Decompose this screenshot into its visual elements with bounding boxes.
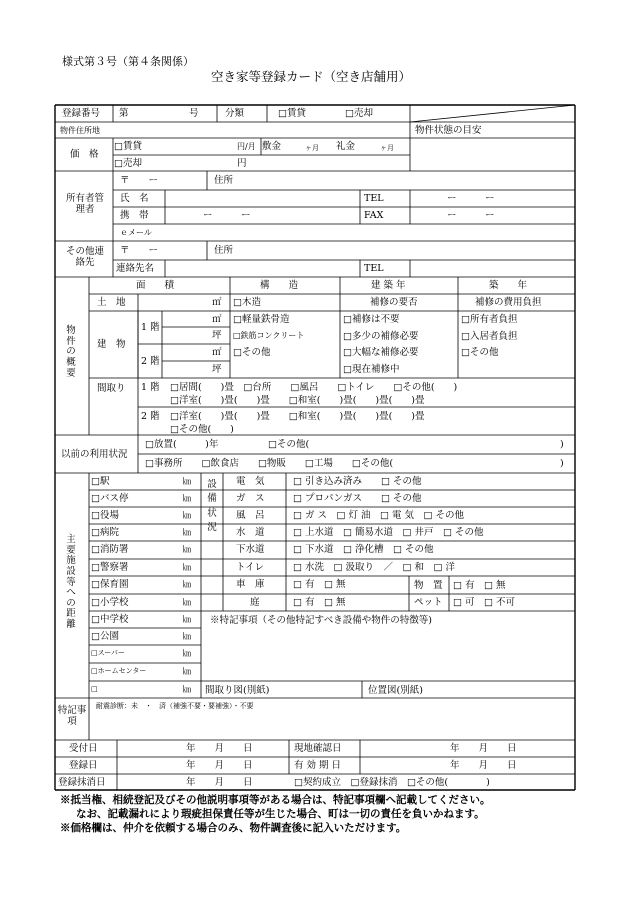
equipment-row-options[interactable]: □ プロパンガス □ その他 <box>293 493 422 504</box>
equipment-row-label: ガ ス <box>236 493 265 504</box>
price-yen-month: 円/月 <box>237 142 256 151</box>
wooden-checkbox[interactable]: □木造 <box>233 297 261 308</box>
facility-km-unit: ㎞ <box>183 494 191 503</box>
footnote-3: ※価格欄は、仲介を依頼する場合のみ、物件調査後に記入いただけます。 <box>60 822 407 834</box>
facility-km-unit: ㎞ <box>183 545 191 554</box>
owner-mobile-dashes: ー ー <box>203 210 251 221</box>
registration-dai: 第 <box>119 108 129 119</box>
facility-checkbox[interactable]: □警察署 <box>91 562 129 573</box>
other-tel-label: TEL <box>364 263 384 274</box>
equipment-row-options[interactable]: □ 下水道 □ 浄化槽 □ その他 <box>293 544 434 555</box>
facility-km-unit: ㎞ <box>183 598 191 607</box>
equipment-row-label: 庭 <box>250 597 260 608</box>
building-age-header: 築 年 <box>489 280 528 291</box>
site-check-date-value: 年 月 日 <box>450 743 517 754</box>
other-contact-label: その他連絡先 <box>65 246 104 268</box>
property-state-label: 物件状態の目安 <box>415 125 482 136</box>
storage-label: 物 置 <box>414 580 443 591</box>
equipment-row-options[interactable]: □ ガ ス □ 灯 油 □ 電 気 □ その他 <box>293 510 465 521</box>
floor1-label: 1 階 <box>141 322 160 333</box>
key-money-label: 礼金 <box>336 141 356 152</box>
facility-km-unit: ㎞ <box>183 528 191 537</box>
layout-floor2-rooms-a[interactable]: □洋室( )畳( )畳 □和室( )畳( )畳( )畳 <box>170 411 425 422</box>
equipment-row-label: 風 呂 <box>236 510 265 521</box>
overview-label: 物件の概要 <box>66 325 76 379</box>
facility-km-unit: ㎞ <box>183 667 191 676</box>
floor2-m2-unit: ㎡ <box>212 347 222 358</box>
price-yen: 円 <box>237 158 247 169</box>
facility-checkbox[interactable]: □公園 <box>91 631 119 642</box>
previous-abandoned-checkbox[interactable]: □放置( )年 <box>145 439 219 450</box>
deregistration-reasons[interactable]: □契約成立 □登録抹消 □その他( ) <box>294 777 490 788</box>
category-label: 分類 <box>225 108 245 119</box>
owner-label: 所有者管理者 <box>65 193 104 215</box>
rc-checkbox[interactable]: □鉄筋コンクリート <box>233 331 305 340</box>
repair-minor-checkbox[interactable]: □多少の補修必要 <box>343 331 419 342</box>
land-m2-unit: ㎡ <box>212 297 222 308</box>
floor1-m2-unit: ㎡ <box>212 314 222 325</box>
pet-label: ペット <box>414 597 443 608</box>
footnote-1: ※抵当権、相続登記及びその他説明事項等がある場合は、特記事項欄へ記載してください。 <box>60 794 491 806</box>
facility-checkbox[interactable]: □ホームセンター <box>91 667 147 675</box>
cost-other-checkbox[interactable]: □その他 <box>461 347 499 358</box>
previous-other-checkbox[interactable]: □その他( <box>268 439 310 450</box>
registration-go: 号 <box>189 108 199 119</box>
equipment-label: 設備状況 <box>207 479 217 533</box>
other-contact-name-label: 連絡先名 <box>116 263 155 274</box>
facility-checkbox[interactable]: □小学校 <box>91 597 129 608</box>
form-number: 様式第３号（第４条関係） <box>62 55 194 68</box>
cost-tenant-checkbox[interactable]: □入居者負担 <box>461 331 518 342</box>
layout-floor1-label: 1 階 <box>141 382 160 393</box>
reception-date-value: 年 月 日 <box>186 743 253 754</box>
facility-km-unit: ㎞ <box>183 563 191 572</box>
repair-in-progress-checkbox[interactable]: □現在補修中 <box>343 364 400 375</box>
owner-mobile-label: 携 帯 <box>120 210 149 221</box>
facility-checkbox[interactable]: □中学校 <box>91 614 129 625</box>
facility-km-unit: ㎞ <box>183 649 191 658</box>
owner-fax-label: FAX <box>364 210 384 221</box>
deposit-months: ヶ月 <box>305 144 319 152</box>
price-rent-checkbox[interactable]: □賃貸 <box>114 141 142 152</box>
repair-need-header: 補修の要否 <box>370 297 418 308</box>
facility-checkbox[interactable]: □保育園 <box>91 579 129 590</box>
equipment-row-options[interactable]: □ 有 □ 無 <box>293 579 346 590</box>
layout-floor2-label: 2 階 <box>141 411 160 422</box>
previous-other-close: ) <box>560 439 564 450</box>
storage-options[interactable]: □ 有 □ 無 <box>453 580 506 591</box>
structure-other-checkbox[interactable]: □その他 <box>233 347 271 358</box>
facility-km-unit: ㎞ <box>183 511 191 520</box>
deregistration-date-label: 登録抹消日 <box>58 777 106 788</box>
repair-none-checkbox[interactable]: □補修は不要 <box>343 314 400 325</box>
floor-plan-label: 間取り図(別紙) <box>205 685 270 696</box>
owner-tel-dashes: ー ー <box>447 193 495 204</box>
cost-owner-checkbox[interactable]: □所有者負担 <box>461 314 518 325</box>
deposit-label: 敷金 <box>262 141 282 152</box>
pet-options[interactable]: □ 可 □ 不可 <box>453 597 515 608</box>
structure-header: 構 造 <box>260 280 299 291</box>
site-check-date-label: 現地確認日 <box>294 743 342 754</box>
location-map-label: 位置図(別紙) <box>368 685 423 696</box>
key-money-months: ヶ月 <box>380 144 394 152</box>
building-label: 建 物 <box>97 339 126 350</box>
property-address-label: 物件住所地 <box>60 126 100 135</box>
owner-address-label: 住所 <box>214 175 234 186</box>
equipment-row-options[interactable]: □ 上水道 □ 簡易水道 □ 井戸 □ その他 <box>293 527 484 538</box>
seismic-diagnosis: 耐震診断：未 ・ 済（補強不要・要補強）・不要 <box>96 702 254 710</box>
facility-km-unit: ㎞ <box>183 580 191 589</box>
equipment-note: ※特記事項（その他特記すべき設備や物件の特徴等) <box>210 615 433 626</box>
facility-checkbox[interactable]: □駅 <box>91 476 110 487</box>
special-notes-label: 特記事項 <box>57 705 87 727</box>
facility-checkbox[interactable]: □バス停 <box>91 493 129 504</box>
facility-km-unit: ㎞ <box>183 615 191 624</box>
equipment-row-options[interactable]: □ 有 □ 無 <box>293 597 346 608</box>
price-label: 価 格 <box>70 149 99 160</box>
light-steel-checkbox[interactable]: □軽量鉄骨造 <box>233 314 290 325</box>
equipment-row-label: トイレ <box>236 562 265 573</box>
owner-name-label: 氏 名 <box>120 193 149 204</box>
equipment-row-options[interactable]: □ 引き込み済み □ その他 <box>293 476 422 487</box>
previous-types-checkboxes[interactable]: □事務所 □飲食店 □物販 □工場 □その他( <box>145 458 394 469</box>
layout-label: 間取り <box>97 383 126 394</box>
reception-date-label: 受付日 <box>69 743 98 754</box>
equipment-row-label: 車 庫 <box>236 579 265 590</box>
owner-fax-dashes: ー ー <box>447 210 495 221</box>
equipment-row-options[interactable]: □ 水洗 □ 汲取り ／ □ 和 □ 洋 <box>293 562 455 573</box>
layout-floor1-rooms-a[interactable]: □居間( )畳 □台所 □風呂 □トイレ □その他( ) <box>170 382 458 393</box>
facility-checkbox[interactable]: □消防署 <box>91 544 129 555</box>
floor2-tsubo-unit: 坪 <box>212 364 222 375</box>
registration-number-label: 登録番号 <box>62 108 101 119</box>
deregistration-date-value: 年 月 日 <box>186 777 253 788</box>
registration-date-label: 登録日 <box>69 760 98 771</box>
facility-km-unit: ㎞ <box>183 685 191 694</box>
built-year-header: 建 築 年 <box>371 280 406 291</box>
page-title: 空き家等登録カード（空き店舗用） <box>211 69 412 84</box>
equipment-row-label: 電 気 <box>236 476 265 487</box>
repair-major-checkbox[interactable]: □大幅な補修必要 <box>343 347 419 358</box>
expiry-date-label: 有 効 期 日 <box>294 760 342 771</box>
price-sale-checkbox[interactable]: □売却 <box>114 158 142 169</box>
facility-checkbox[interactable]: □ <box>91 685 98 693</box>
equipment-row-label: 水 道 <box>236 527 265 538</box>
previous-use-label: 以前の利用状況 <box>61 449 128 460</box>
owner-zip: 〒 ー <box>120 175 159 186</box>
facility-distance-label: 主要施設等への距離 <box>66 534 76 630</box>
owner-tel-label: TEL <box>364 193 384 204</box>
expiry-date-value: 年 月 日 <box>450 760 517 771</box>
category-rent-checkbox[interactable]: □賃貸 <box>278 108 306 119</box>
floor2-label: 2 階 <box>141 356 160 367</box>
facility-km-unit: ㎞ <box>183 477 191 486</box>
layout-floor1-rooms-b[interactable]: □洋室( )畳( )畳 □和室( )畳( )畳( )畳 <box>170 395 425 406</box>
area-header: 面 積 <box>136 280 175 291</box>
previous-types-close: ) <box>560 458 564 469</box>
floor1-tsubo-unit: 坪 <box>212 330 222 341</box>
other-address-label: 住所 <box>214 245 234 256</box>
layout-floor2-rooms-b[interactable]: □その他( ) <box>170 424 234 435</box>
facility-km-unit: ㎞ <box>183 632 191 641</box>
footnote-2: なお、記載漏れにより瑕疵担保責任等が生じた場合、町は一切の責任を負いかねます。 <box>76 808 485 820</box>
facility-checkbox[interactable]: □病院 <box>91 527 119 538</box>
land-label: 土 地 <box>97 297 126 308</box>
other-zip: 〒 ー <box>120 245 159 256</box>
facility-checkbox[interactable]: □役場 <box>91 510 119 521</box>
repair-cost-header: 補修の費用負担 <box>475 297 542 308</box>
facility-checkbox[interactable]: □スーパー <box>91 649 125 657</box>
registration-date-value: 年 月 日 <box>186 760 253 771</box>
category-sale-checkbox[interactable]: □売却 <box>345 108 373 119</box>
equipment-row-label: 下水道 <box>236 544 265 555</box>
owner-email-label: ｅメール <box>120 228 152 237</box>
